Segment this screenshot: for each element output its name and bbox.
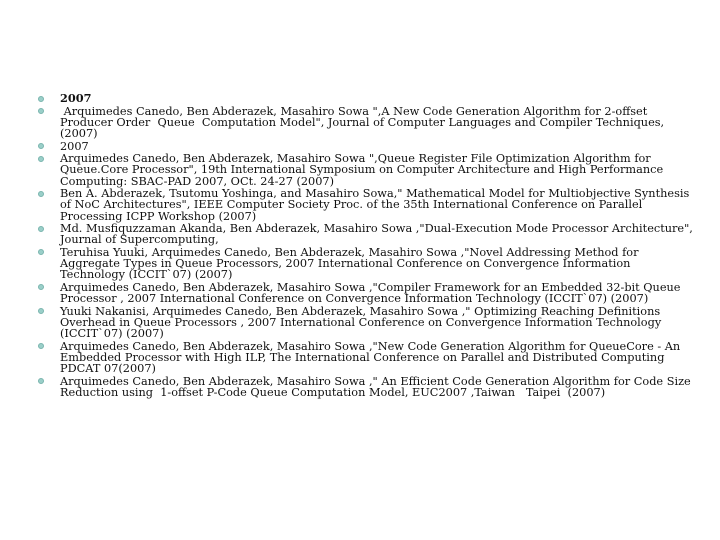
bullet-dot-icon	[38, 96, 44, 102]
publication-item	[38, 247, 698, 281]
bullet-dot-icon	[38, 191, 44, 197]
bullet-dot-icon	[38, 378, 44, 384]
bullet-dot-icon	[38, 284, 44, 290]
publication-item	[38, 282, 698, 304]
publication-text: Yuuki Nakanisi, Arquimedes Canedo, Ben Abderazek, Masahiro Sowa ," Optimizing Reaching Definitions Overhead in Queue Processors , 2007 International Conference on Convergence Information Technology (ICCIT`07) (2007)	[60, 304, 665, 341]
bullet-dot-icon	[38, 308, 44, 314]
publication-item	[38, 153, 698, 187]
bullet-dot-icon	[38, 343, 44, 349]
publication-item	[38, 376, 698, 398]
publication-text: Arquimedes Canedo, Ben Abderazek, Masahiro Sowa ,"New Code Generation Algorithm for QueueCore - An Embedded Processor with High ILP, The International Conference on Parallel and Distributed Computing PDCAT 07(2007)	[60, 339, 684, 376]
publication-text: Arquimedes Canedo, Ben Abderazek, Masahiro Sowa ," An Efficient Code Generation Algorithm for Code Size Reduction using 1-offset P-Code Queue Computation Model, EUC2007 ,Taiwan Taipei (2007)	[60, 374, 695, 399]
publication-text: Arquimedes Canedo, Ben Abderazek, Masahiro Sowa ",Queue Register File Optimization Algorithm for Queue.Core Processor", 19th International Symposium on Computer Architecture and High Performance Computing: SBAC-PAD 2007, OCt. 24-27 (2007)	[60, 152, 667, 188]
bullet-dot-icon	[38, 143, 44, 149]
publication-text: Md. Musfiquzzaman Akanda, Ben Abderazek, Masahiro Sowa ,"Dual-Execution Mode Processor Architecture", Journal of Supercomputing,	[60, 222, 697, 247]
bullet-dot-icon	[38, 226, 44, 232]
publication-text: 2007	[60, 139, 89, 153]
publication-item	[38, 341, 698, 375]
publication-text: Arquimedes Canedo, Ben Abderazek, Masahiro Sowa ,"Compiler Framework for an Embedded 32-bit Queue Processor , 2007 International Conference on Convergence Information Technology (ICCIT`07) (2007)	[60, 280, 685, 306]
publication-list	[38, 93, 698, 400]
publication-item	[38, 93, 698, 104]
publication-item	[38, 141, 698, 152]
publication-item	[38, 306, 698, 340]
bullet-dot-icon	[38, 249, 44, 255]
bullet-dot-icon	[38, 156, 44, 162]
publication-item	[38, 106, 698, 140]
publication-text: Arquimedes Canedo, Ben Abderazek, Masahiro Sowa ",A New Code Generation Algorithm for 2-offset Producer Order Queue Computation Model", Journal of Computer Languages and Compiler Techniques, (2007)	[60, 104, 668, 140]
bullet-dot-icon	[38, 108, 44, 114]
publication-item	[38, 223, 698, 245]
publication-text: Ben A. Abderazek, Tsutomu Yoshinga, and Masahiro Sowa," Mathematical Model for Multiobjective Synthesis of NoC Architectures", IEEE Computer Society Proc. of the 35th International Conference on Parallel Processing ICPP Workshop (2007)	[60, 187, 693, 223]
publication-text: 2007	[60, 91, 92, 105]
publication-text: Teruhisa Yuuki, Arquimedes Canedo, Ben Abderazek, Masahiro Sowa ,"Novel Addressing Method for Aggregate Types in Queue Processors, 2007 International Conference on Convergence Information Technology (ICCIT`07) (2007)	[60, 245, 643, 282]
publication-item	[38, 188, 698, 222]
